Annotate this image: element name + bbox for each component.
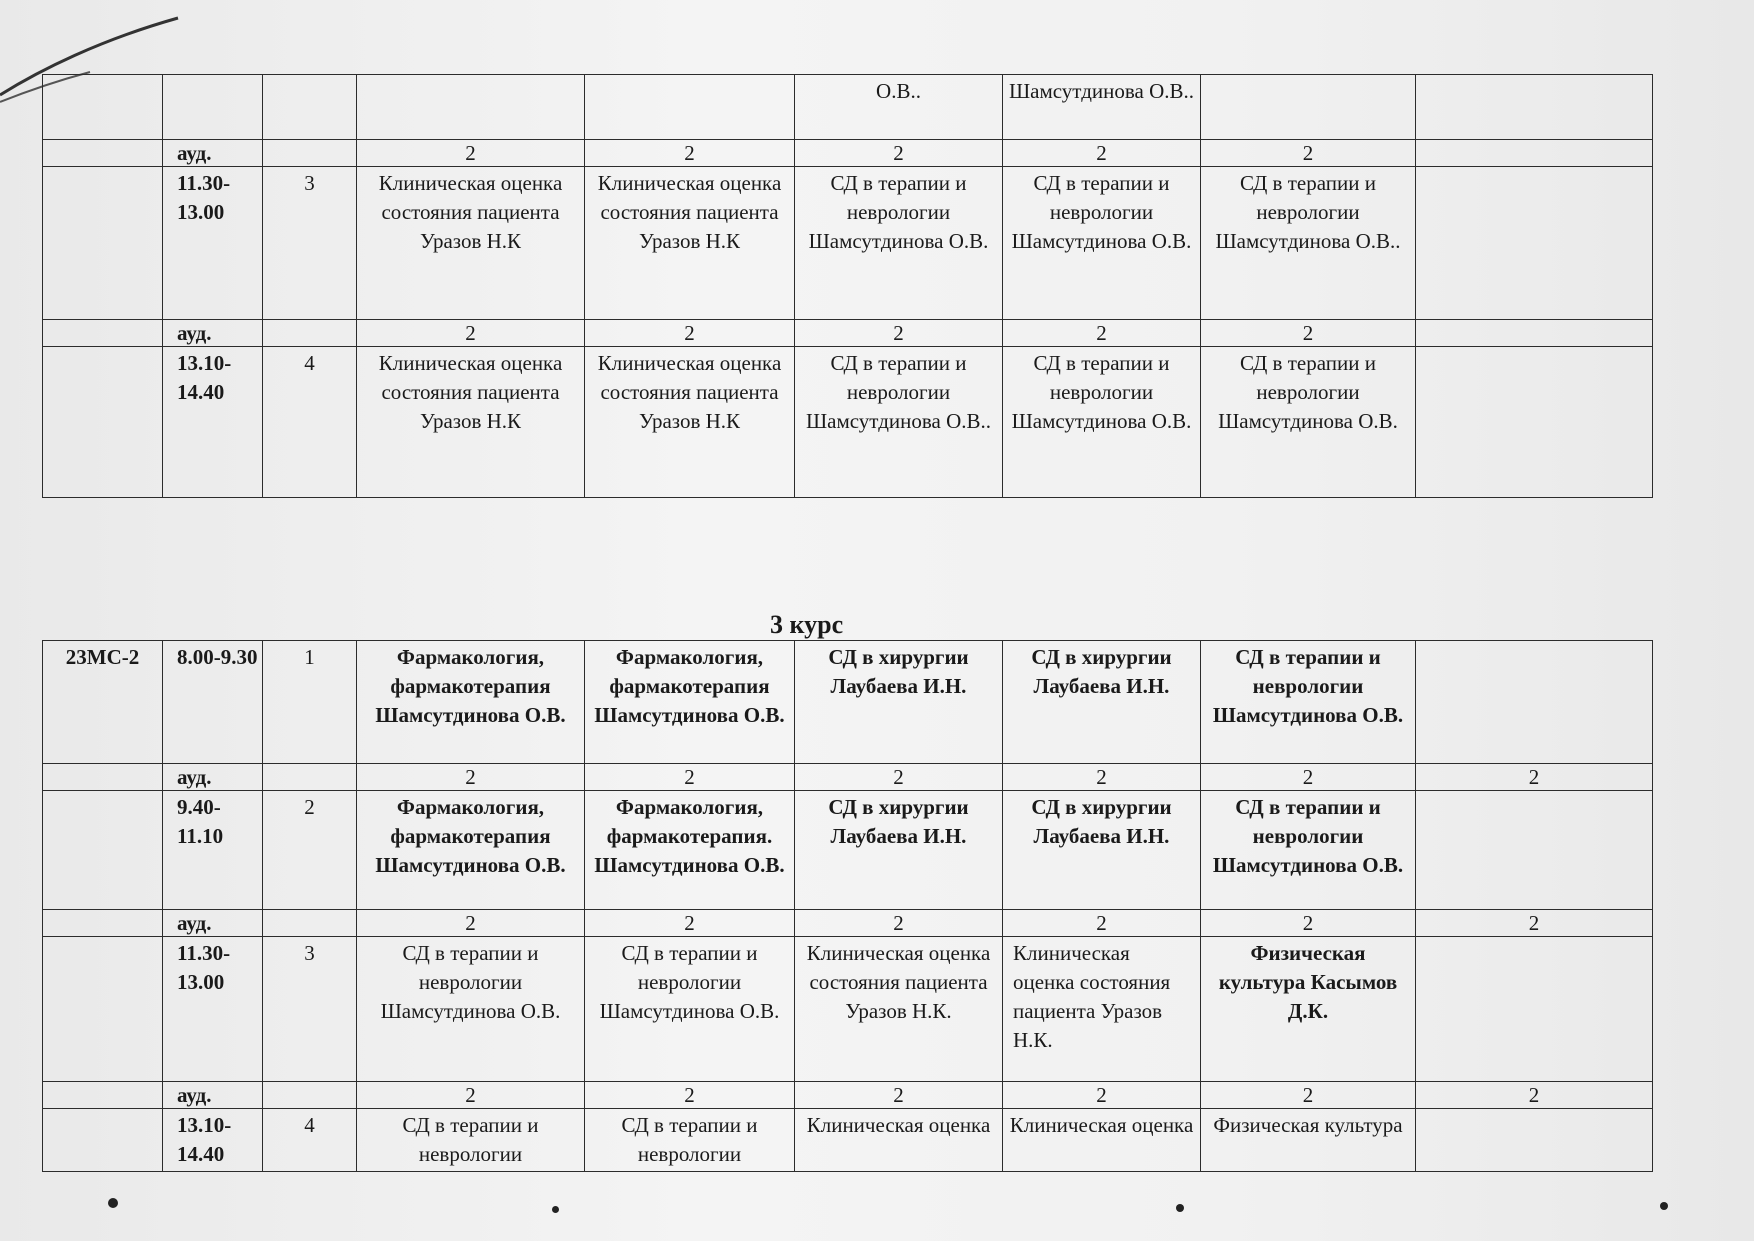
- time-cell: 11.30-13.00: [163, 937, 263, 1082]
- time-cell: [163, 75, 263, 140]
- subject-cell: Фармакология, фармакотерапия Шамсутдинова О.В.: [585, 641, 795, 764]
- subject-cell: [1416, 641, 1653, 764]
- room-row: [43, 320, 1653, 347]
- room-cell: 2: [357, 320, 585, 347]
- room-row: [43, 140, 1653, 167]
- subject-cell: [1416, 167, 1653, 320]
- room-label: ауд.: [163, 140, 263, 167]
- room-cell: 2: [795, 764, 1003, 791]
- room-row: [43, 910, 1653, 937]
- subject-cell: СД в терапии и неврологии Шамсутдинова О.В.: [585, 937, 795, 1082]
- room-cell: 2: [795, 140, 1003, 167]
- day-cell: [585, 75, 795, 140]
- subject-cell: Клиническая оценка состояния пациента Уразов Н.К: [585, 347, 795, 498]
- subject-cell: СД в терапии и неврологии Шамсутдинова О.В.: [1201, 347, 1416, 498]
- subject-cell: СД в терапии и неврологии Шамсутдинова О.В.: [1201, 791, 1416, 910]
- room-row: [43, 764, 1653, 791]
- group-cell: 23МС-2: [43, 641, 163, 764]
- room-cell: 2: [1201, 140, 1416, 167]
- subject-cell: СД в терапии и неврологии Шамсутдинова О.В.: [1003, 347, 1201, 498]
- binding-hole-mark: [1660, 1202, 1668, 1210]
- lesson-number-cell: 3: [263, 937, 357, 1082]
- time-cell: 13.10-14.40: [163, 1109, 263, 1172]
- subject-cell: Физическая культура: [1201, 1109, 1416, 1172]
- room-cell: 2: [1003, 910, 1201, 937]
- time-cell: 8.00-9.30: [163, 641, 263, 764]
- room-cell: 2: [357, 910, 585, 937]
- lesson-number-cell: [263, 75, 357, 140]
- room-cell: 2: [1003, 1082, 1201, 1109]
- room-label: ауд.: [163, 910, 263, 937]
- subject-cell: СД в терапии и неврологии Шамсутдинова О.В.: [1201, 641, 1416, 764]
- room-cell: 2: [585, 320, 795, 347]
- lesson-number-cell: 4: [263, 1109, 357, 1172]
- room-cell: 2: [1416, 1082, 1653, 1109]
- day-cell: [1416, 75, 1653, 140]
- subject-cell: СД в хирургии Лаубаева И.Н.: [795, 791, 1003, 910]
- room-cell: 2: [357, 764, 585, 791]
- binding-hole-mark: [552, 1206, 559, 1213]
- room-cell: 2: [1003, 764, 1201, 791]
- subject-cell: Фармакология, фармакотерапия Шамсутдинова О.В.: [357, 791, 585, 910]
- room-cell: 2: [357, 140, 585, 167]
- subject-cell: Клиническая оценка состояния пациента Уразов Н.К.: [795, 937, 1003, 1082]
- lesson-number-cell: 1: [263, 641, 357, 764]
- day-cell: [357, 75, 585, 140]
- subject-cell: СД в терапии и неврологии Шамсутдинова О.В.: [1003, 167, 1201, 320]
- room-cell: 2: [1201, 1082, 1416, 1109]
- room-cell: 2: [585, 764, 795, 791]
- subject-cell: Клиническая оценка состояния пациента Уразов Н.К: [357, 347, 585, 498]
- room-cell: 2: [1003, 140, 1201, 167]
- room-cell: 2: [795, 320, 1003, 347]
- lesson-number-cell: 2: [263, 791, 357, 910]
- subject-cell: [1416, 937, 1653, 1082]
- subject-cell: СД в терапии и неврологии Шамсутдинова О.В..: [795, 347, 1003, 498]
- room-cell: 2: [357, 1082, 585, 1109]
- subject-cell: Клиническая оценка: [1003, 1109, 1201, 1172]
- subject-cell: Клиническая оценка: [795, 1109, 1003, 1172]
- day-cell: О.В..: [795, 75, 1003, 140]
- subject-cell: СД в хирургии Лаубаева И.Н.: [1003, 641, 1201, 764]
- lesson-row: [43, 1109, 1653, 1172]
- table-row: [43, 75, 1653, 140]
- room-row: [43, 1082, 1653, 1109]
- schedule-table-upper: [42, 74, 1653, 498]
- lesson-number-cell: 3: [263, 167, 357, 320]
- time-cell: 13.10-14.40: [163, 347, 263, 498]
- subject-cell: СД в терапии и неврологии: [585, 1109, 795, 1172]
- subject-cell: Клиническая оценка состояния пациента Уразов Н.К: [585, 167, 795, 320]
- subject-cell: СД в хирургии Лаубаева И.Н.: [795, 641, 1003, 764]
- room-cell: [1416, 140, 1653, 167]
- binding-hole-mark: [1176, 1204, 1184, 1212]
- lesson-row: [43, 791, 1653, 910]
- room-cell: 2: [1416, 764, 1653, 791]
- schedule-table-course-3: [42, 640, 1653, 1172]
- room-label: ауд.: [163, 320, 263, 347]
- subject-cell: Фармакология, фармакотерапия. Шамсутдинова О.В.: [585, 791, 795, 910]
- room-cell: 2: [585, 1082, 795, 1109]
- room-cell: 2: [585, 140, 795, 167]
- lesson-row: [43, 347, 1653, 498]
- subject-cell: [1416, 791, 1653, 910]
- room-cell: 2: [1416, 910, 1653, 937]
- subject-cell: Физическая культура Касымов Д.К.: [1201, 937, 1416, 1082]
- room-label: ауд.: [163, 1082, 263, 1109]
- subject-cell: СД в терапии и неврологии Шамсутдинова О.В.: [795, 167, 1003, 320]
- subject-cell: Фармакология, фармакотерапия Шамсутдинова О.В.: [357, 641, 585, 764]
- subject-cell: СД в терапии и неврологии: [357, 1109, 585, 1172]
- day-cell: [1201, 75, 1416, 140]
- room-cell: 2: [585, 910, 795, 937]
- time-cell: 9.40-11.10: [163, 791, 263, 910]
- course-heading: 3 курс: [770, 610, 844, 639]
- subject-cell: СД в терапии и неврологии Шамсутдинова О.В.: [357, 937, 585, 1082]
- subject-cell: [1416, 1109, 1653, 1172]
- lesson-row: [43, 641, 1653, 764]
- room-label: ауд.: [163, 764, 263, 791]
- lesson-row: [43, 167, 1653, 320]
- subject-cell: СД в хирургии Лаубаева И.Н.: [1003, 791, 1201, 910]
- room-cell: 2: [795, 910, 1003, 937]
- group-cell: [43, 75, 163, 140]
- day-cell: Шамсутдинова О.В..: [1003, 75, 1201, 140]
- subject-cell: [1416, 347, 1653, 498]
- room-cell: 2: [795, 1082, 1003, 1109]
- room-cell: 2: [1201, 910, 1416, 937]
- time-cell: 11.30-13.00: [163, 167, 263, 320]
- lesson-row: [43, 937, 1653, 1082]
- room-cell: [1416, 320, 1653, 347]
- room-cell: 2: [1003, 320, 1201, 347]
- subject-cell: Клиническая оценка состояния пациента Уразов Н.К: [357, 167, 585, 320]
- room-cell: 2: [1201, 764, 1416, 791]
- subject-cell: СД в терапии и неврологии Шамсутдинова О.В..: [1201, 167, 1416, 320]
- lesson-number-cell: 4: [263, 347, 357, 498]
- subject-cell: Клиническая оценка состояния пациента Уразов Н.К.: [1003, 937, 1201, 1082]
- room-cell: 2: [1201, 320, 1416, 347]
- binding-hole-mark: [108, 1198, 118, 1208]
